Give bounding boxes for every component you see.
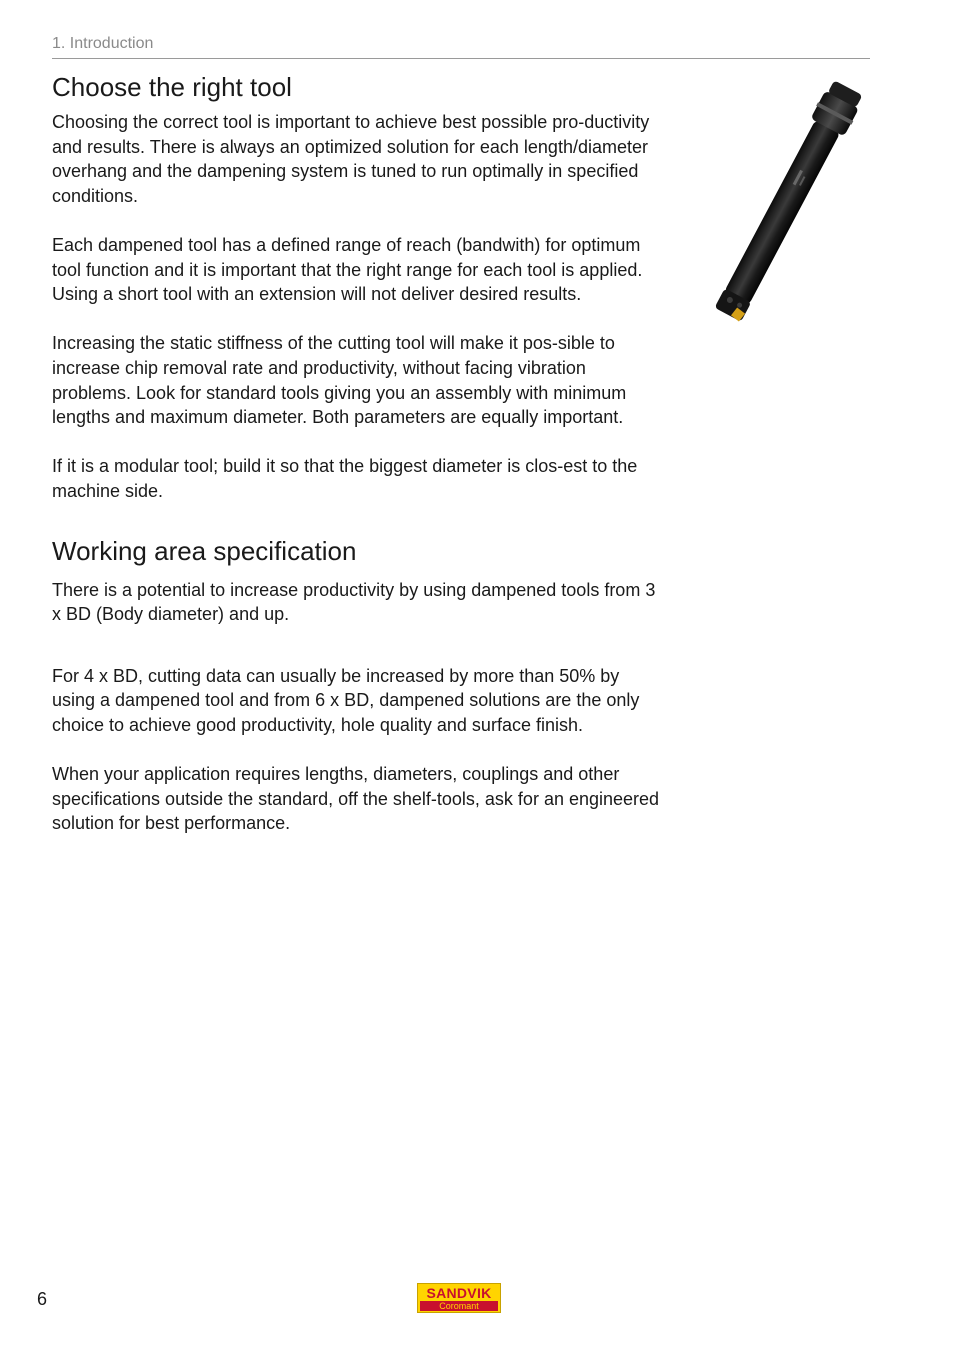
boring-bar-image <box>690 74 880 340</box>
paragraph: For 4 x BD, cutting data can usually be increased by more than 50% by using a dampened tool and from 6 x BD, dampened solutions are the only choice to achieve good productivity, hole quality and surface finish. <box>52 665 640 735</box>
logo-main-text: SANDVIK <box>426 1284 492 1301</box>
sandvik-coromant-logo <box>417 1283 501 1313</box>
logo-sub-text: Coromant <box>420 1301 498 1311</box>
page-number: 6 <box>37 1289 48 1309</box>
running-header <box>52 35 870 59</box>
paragraph: Choosing the correct tool is important to achieve best possible pro-ductivity and results. There is always an optimized solution for each length/diameter overhang and the dampening system is tuned to run optimally in specified conditions. <box>52 112 650 206</box>
header-section-label: 1. Introduction <box>52 35 154 52</box>
paragraph: Each dampened tool has a defined range of reach (bandwith) for optimum tool function and it is important that the right range for each tool is applied. Using a short tool with an extension will not deliver desired results. <box>52 234 643 305</box>
paragraph: When your application requires lengths, diameters, couplings and other specifications outside the standard, off the shelf-tools, ask for an engineered solution for best performance. <box>52 764 660 834</box>
paragraph: There is a potential to increase productivity by using dampened tools from 3 x BD (Body diameter) and up. <box>52 579 656 625</box>
paragraph: If it is a modular tool; build it so that the biggest diameter is clos-est to the machine side. <box>52 456 638 501</box>
paragraph: Increasing the static stiffness of the cutting tool will make it pos-sible to increase chip removal rate and productivity, without facing vibration problems. Look for standard tools giving you an assembly with minimum lengths and maximum diameter. Both parameters are equally important. <box>52 333 627 428</box>
section-title-choose-tool: Choose the right tool <box>52 72 292 102</box>
main-content <box>52 70 664 860</box>
section-title-working-area: Working area specification <box>52 535 357 566</box>
